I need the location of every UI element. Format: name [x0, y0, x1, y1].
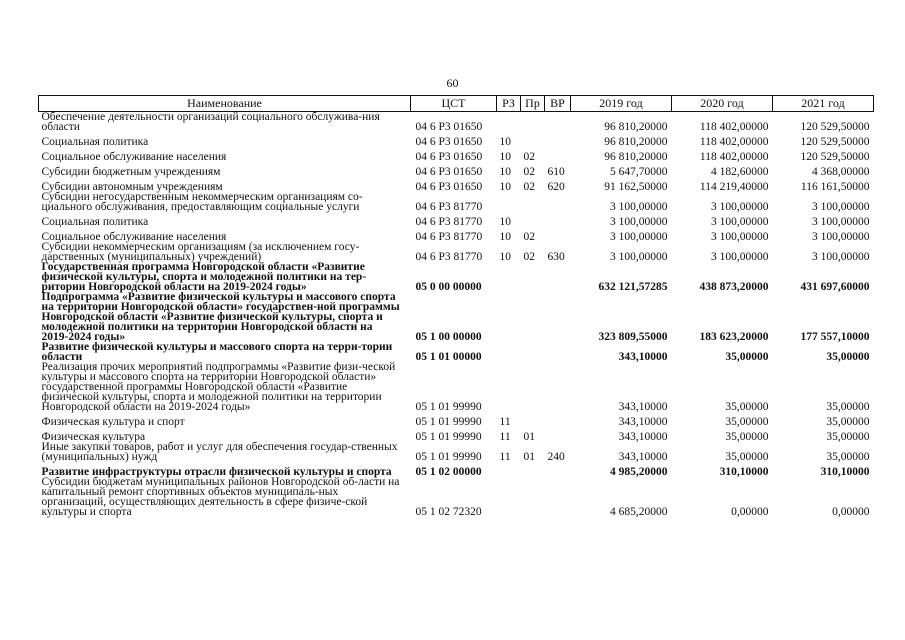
row-name: Субсидии негосударственным некоммерческим организациям со-циального обслуживания, предоставляющим социальные услуги [41, 191, 363, 213]
table-row [39, 162, 874, 177]
row-name: Социальная политика [41, 216, 149, 228]
row-vr [545, 427, 571, 442]
row-pr [521, 212, 545, 227]
row-rz [497, 192, 521, 212]
row-value-2020: 438 873,20000 [699, 281, 769, 293]
row-vr [545, 227, 571, 242]
table-row [39, 412, 874, 427]
row-pr [521, 362, 545, 412]
row-rz: 10 [499, 251, 511, 263]
table-row [39, 342, 874, 362]
row-value-2021: 35,00000 [826, 451, 870, 463]
row-value-2019: 343,10000 [618, 351, 668, 363]
table-row [39, 462, 874, 477]
row-value-2020: 118 402,00000 [699, 136, 769, 148]
row-cst: 05 1 02 72320 [415, 506, 482, 518]
row-value-2021: 310,10000 [820, 466, 870, 478]
row-value-2021: 3 100,00000 [812, 201, 870, 213]
header-name: Наименование [39, 96, 411, 112]
row-pr [521, 477, 545, 517]
row-value-2019: 323 809,55000 [598, 331, 668, 343]
row-vr [545, 412, 571, 427]
row-vr [545, 477, 571, 517]
row-cst: 04 6 Р3 01650 [415, 136, 483, 148]
table-row [39, 212, 874, 227]
row-value-2019: 3 100,00000 [610, 231, 668, 243]
row-pr: 02 [523, 166, 535, 178]
row-rz: 10 [499, 231, 511, 243]
row-value-2020: 35,00000 [725, 416, 769, 428]
row-value-2020: 0,00000 [731, 506, 769, 518]
row-cst: 05 0 00 00000 [415, 281, 482, 293]
row-cst: 05 1 01 99990 [415, 401, 482, 413]
row-vr [545, 462, 571, 477]
row-rz: 10 [499, 136, 511, 148]
row-vr [545, 292, 571, 342]
row-vr [545, 342, 571, 362]
row-value-2019: 343,10000 [618, 431, 668, 443]
row-value-2019: 632 121,57285 [598, 281, 668, 293]
row-value-2021: 35,00000 [826, 401, 870, 413]
row-value-2020: 3 100,00000 [711, 231, 769, 243]
row-name: Развитие физической культуры и массового спорта на терри-тории области [41, 341, 393, 363]
row-name: Физическая культура [41, 431, 146, 443]
row-value-2019: 5 647,70000 [610, 166, 668, 178]
row-value-2020: 3 100,00000 [711, 216, 769, 228]
row-value-2019: 343,10000 [618, 401, 668, 413]
row-vr [545, 112, 571, 133]
row-rz [497, 292, 521, 342]
header-cst: ЦСТ [411, 96, 497, 112]
row-name: Обеспечение деятельности организаций социального обслужива-ния области [41, 111, 380, 133]
row-name: Субсидии некоммерческим организациям (за исключением госу-дарственных (муниципальных) учреждений) [41, 241, 360, 263]
row-pr [521, 112, 545, 133]
row-value-2020: 3 100,00000 [711, 251, 769, 263]
row-name: Субсидии бюджетным учреждениям [41, 166, 221, 178]
row-value-2021: 3 100,00000 [812, 251, 870, 263]
row-value-2021: 120 529,50000 [800, 151, 870, 163]
row-name: Субсидии автономным учреждениям [41, 181, 223, 193]
header-2021: 2021 год [773, 96, 874, 112]
row-value-2020: 118 402,00000 [699, 121, 769, 133]
row-pr: 02 [523, 231, 535, 243]
budget-table [38, 95, 874, 517]
table-header-row [39, 96, 874, 112]
header-vr: ВР [545, 96, 571, 112]
row-name: Иные закупки товаров, работ и услуг для обеспечения государ-ственных (муниципальных) нужд [41, 441, 398, 463]
row-value-2021: 35,00000 [826, 351, 870, 363]
row-rz: 10 [499, 151, 511, 163]
row-value-2021: 3 100,00000 [812, 216, 870, 228]
row-name: Реализация прочих мероприятий подпрограммы «Развитие физи-ческой культуры и массового спорта на территории Новгородской области» государственной программы Новгородской области «Развитие физической культуры, спорта и молодежной политики на территории Новгородской области на 2019-2024 годы» [41, 361, 396, 413]
row-vr: 240 [547, 451, 565, 463]
row-vr [545, 147, 571, 162]
row-pr: 01 [523, 451, 535, 463]
row-pr [521, 462, 545, 477]
row-value-2019: 96 810,20000 [604, 121, 668, 133]
header-2019: 2019 год [571, 96, 672, 112]
row-value-2019: 96 810,20000 [604, 136, 668, 148]
row-vr [545, 262, 571, 292]
row-value-2020: 183 623,20000 [699, 331, 769, 343]
row-cst: 05 1 01 99990 [415, 451, 482, 463]
row-pr [521, 342, 545, 362]
row-value-2019: 3 100,00000 [610, 201, 668, 213]
row-rz: 10 [499, 166, 511, 178]
row-value-2019: 343,10000 [618, 416, 668, 428]
row-name: Социальное обслуживание населения [41, 231, 227, 243]
header-pr: Пр [521, 96, 545, 112]
row-value-2021: 120 529,50000 [800, 136, 870, 148]
row-value-2020: 35,00000 [725, 351, 769, 363]
row-pr [521, 262, 545, 292]
row-rz: 11 [499, 431, 511, 443]
row-value-2021: 3 100,00000 [812, 231, 870, 243]
row-rz [497, 262, 521, 292]
row-value-2019: 91 162,50000 [604, 181, 668, 193]
row-vr: 630 [547, 251, 565, 263]
row-rz: 11 [499, 451, 511, 463]
row-value-2019: 4 985,20000 [610, 466, 668, 478]
table-row [39, 292, 874, 342]
row-value-2019: 3 100,00000 [610, 216, 668, 228]
row-value-2021: 431 697,60000 [800, 281, 870, 293]
row-name: Государственная программа Новгородской области «Развитие физической культуры, спорта и молодежной политики на тер-ритории Новгородской области на 2019-2024 годы» [41, 261, 367, 293]
row-value-2021: 35,00000 [826, 431, 870, 443]
row-name: Субсидии бюджетам муниципальных районов Новгородской об-ласти на капитальный ремонт спортивных объектов муниципаль-ных организаций, осуществляющих деятельность в сфере физиче-ской культуры и спорта [41, 476, 400, 518]
row-value-2019: 96 810,20000 [604, 151, 668, 163]
row-name: Подпрограмма «Развитие физической культуры и массового спорта на территории Новгородской области» государствен-ной программы Новгородской области «Развитие физической культуры, спорта и молодежной политики на территории Новгородской области на 2019-2024 годы» [41, 291, 400, 343]
row-value-2019: 343,10000 [618, 451, 668, 463]
table-row [39, 362, 874, 412]
row-pr [521, 192, 545, 212]
row-rz [497, 462, 521, 477]
row-value-2019: 4 685,20000 [610, 506, 668, 518]
row-rz [497, 362, 521, 412]
row-value-2021: 116 161,50000 [800, 181, 870, 193]
row-cst: 04 6 Р3 01650 [415, 181, 483, 193]
row-pr [521, 132, 545, 147]
table-row [39, 177, 874, 192]
table-row [39, 477, 874, 517]
row-vr: 620 [547, 181, 565, 193]
row-pr [521, 412, 545, 427]
row-cst: 04 6 Р3 81770 [415, 201, 483, 213]
row-pr: 02 [523, 151, 535, 163]
row-cst: 05 1 01 99990 [415, 431, 482, 443]
row-value-2020: 3 100,00000 [711, 201, 769, 213]
row-value-2020: 310,10000 [719, 466, 769, 478]
row-cst: 04 6 Р3 81770 [415, 251, 483, 263]
row-vr [545, 192, 571, 212]
row-value-2020: 35,00000 [725, 451, 769, 463]
row-value-2020: 118 402,00000 [699, 151, 769, 163]
row-rz [497, 477, 521, 517]
row-cst: 04 6 Р3 81770 [415, 216, 483, 228]
row-vr [545, 132, 571, 147]
table-row [39, 132, 874, 147]
row-cst: 05 1 01 00000 [415, 351, 482, 363]
row-value-2021: 0,00000 [832, 506, 870, 518]
row-value-2021: 4 368,00000 [812, 166, 870, 178]
row-cst: 04 6 Р3 01650 [415, 121, 483, 133]
table-body [39, 112, 874, 518]
row-value-2021: 35,00000 [826, 416, 870, 428]
header-2020: 2020 год [672, 96, 773, 112]
row-value-2020: 35,00000 [725, 431, 769, 443]
table-row [39, 227, 874, 242]
row-cst: 04 6 Р3 81770 [415, 231, 483, 243]
row-name: Социальная политика [41, 136, 149, 148]
row-vr [545, 362, 571, 412]
row-rz: 11 [499, 416, 511, 428]
table-row [39, 242, 874, 262]
row-cst: 05 1 01 99990 [415, 416, 482, 428]
row-name: Развитие инфраструктуры отрасли физической культуры и спорта [41, 466, 392, 478]
row-cst: 04 6 Р3 01650 [415, 151, 483, 163]
row-value-2021: 177 557,10000 [800, 331, 870, 343]
row-cst: 05 1 02 00000 [415, 466, 482, 478]
table-row [39, 147, 874, 162]
row-value-2021: 120 529,50000 [800, 121, 870, 133]
row-rz: 10 [499, 181, 511, 193]
table-row [39, 192, 874, 212]
table-row [39, 112, 874, 133]
row-value-2020: 114 219,40000 [699, 181, 769, 193]
row-vr: 610 [547, 166, 565, 178]
table-row [39, 262, 874, 292]
row-value-2020: 35,00000 [725, 401, 769, 413]
row-cst: 04 6 Р3 01650 [415, 166, 483, 178]
row-value-2020: 4 182,60000 [711, 166, 769, 178]
row-value-2019: 3 100,00000 [610, 251, 668, 263]
row-pr: 02 [523, 181, 535, 193]
table-row [39, 442, 874, 462]
row-rz [497, 342, 521, 362]
table-row [39, 427, 874, 442]
row-rz: 10 [499, 216, 511, 228]
page-number: 60 [446, 76, 459, 90]
row-vr [545, 212, 571, 227]
row-pr [521, 292, 545, 342]
header-rz: РЗ [497, 96, 521, 112]
row-pr: 02 [523, 251, 535, 263]
row-name: Физическая культура и спорт [41, 416, 185, 428]
row-pr: 01 [523, 431, 535, 443]
row-rz [497, 112, 521, 133]
row-name: Социальное обслуживание населения [41, 151, 227, 163]
row-cst: 05 1 00 00000 [415, 331, 482, 343]
